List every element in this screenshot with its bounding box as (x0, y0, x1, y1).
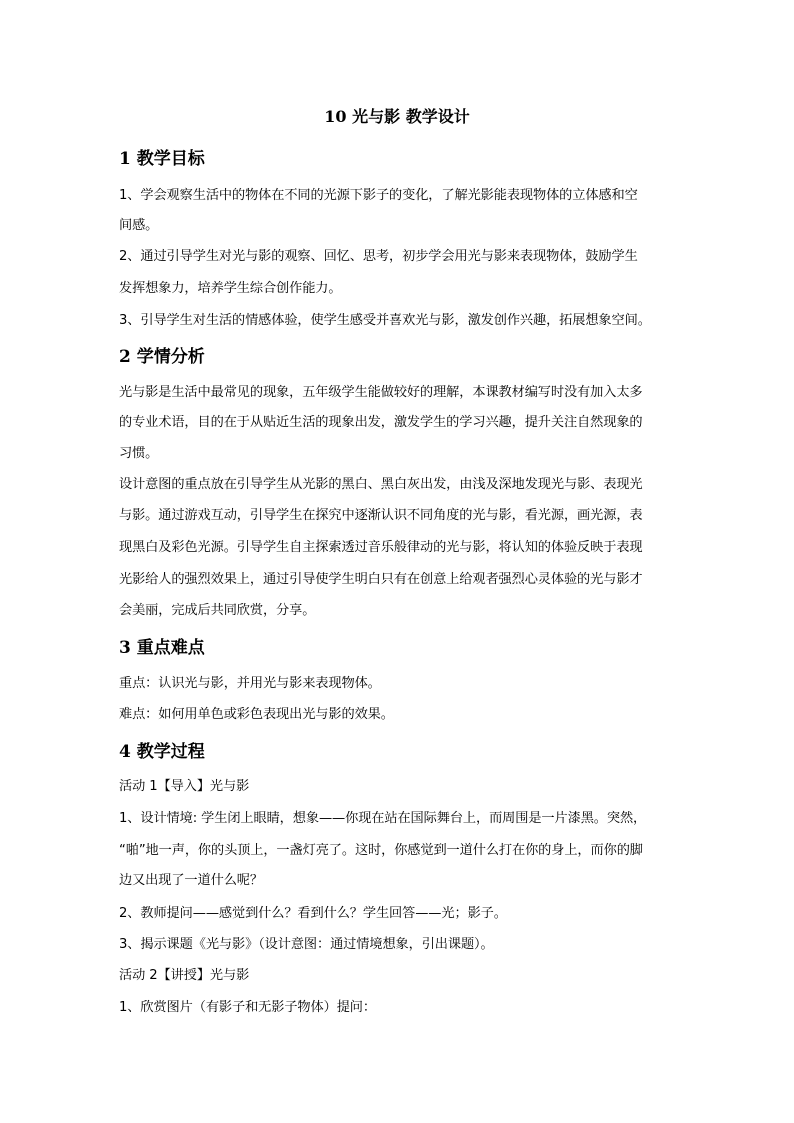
paragraph-line: 的专业术语，目的在于从贴近生活的现象出发，激发学生的学习兴趣，提升关注自然现象的 (119, 415, 643, 430)
paragraph-line: 光与影是生活中最常见的现象，五年级学生能做较好的理解，本课教材编写时没有加入太多 (119, 385, 643, 400)
paragraph-line: 1、学会观察生活中的物体在不同的光源下影子的变化，了解光影能表现物体的立体感和空 (119, 188, 638, 203)
paragraph-line: 习惯。 (119, 446, 159, 461)
paragraph-line: 3、引导学生对生活的情感体验，使学生感受并喜欢光与影，激发创作兴趣，拓展想象空间。 (119, 313, 651, 328)
paragraph-line: 与影。通过游戏互动，引导学生在探究中逐渐认识不同角度的光与影，看光源，画光源，表 (119, 508, 643, 523)
activity-label: 活动 2【讲授】光与影 (119, 968, 250, 983)
paragraph-line: 边又出现了一道什么呢？ (119, 873, 263, 888)
paragraph-line: 间感。 (119, 218, 159, 233)
paragraph-line: 2、教师提问——感觉到什么？看到什么？学生回答——光；影子。 (119, 906, 507, 921)
paragraph-line: 发挥想象力，培养学生综合创作能力。 (119, 281, 342, 296)
paragraph-line: 设计意图的重点放在引导学生从光影的黑白、黑白灰出发，由浅及深地发现光与影、表现光 (119, 477, 643, 492)
paragraph-line: 光影给人的强烈效果上，通过引导使学生明白只有在创意上给观者强烈心灵体验的光与影才 (119, 572, 643, 587)
paragraph-line: “啪”地一声，你的头顶上，一盏灯亮了。这时，你感觉到一道什么打在你的身上，而你的脚 (119, 843, 643, 858)
paragraph-line: 2、通过引导学生对光与影的观察、回忆、思考，初步学会用光与影来表现物体，鼓励学生 (119, 249, 638, 264)
paragraph-line: 1、欣赏图片（有影子和无影子物体）提问： (119, 1000, 376, 1015)
paragraph-line: 现黑白及彩色光源。引导学生自主探索透过音乐般律动的光与影，将认知的体验反映于表现 (119, 540, 643, 555)
paragraph-line: 重点：认识光与影，并用光与影来表现物体。 (119, 676, 381, 691)
section-heading-process: 4 教学过程 (119, 742, 205, 762)
document-title: 10 光与影 教学设计 (324, 107, 470, 126)
paragraph-line: 难点：如何用单色或彩色表现出光与影的效果。 (119, 707, 394, 722)
section-heading-key-points: 3 重点难点 (119, 638, 205, 658)
activity-label: 活动 1【导入】光与影 (119, 779, 250, 794)
paragraph-line: 3、揭示课题《光与影》（设计意图：通过情境想象，引出课题）。 (119, 937, 494, 952)
paragraph-line: 会美丽，完成后共同欣赏，分享。 (119, 603, 316, 618)
section-heading-goals: 1 教学目标 (119, 149, 205, 169)
section-heading-analysis: 2 学情分析 (119, 347, 205, 367)
paragraph-line: 1、设计情境: 学生闭上眼睛，想象——你现在站在国际舞台上，而周围是一片漆黑。突然， (119, 811, 647, 826)
